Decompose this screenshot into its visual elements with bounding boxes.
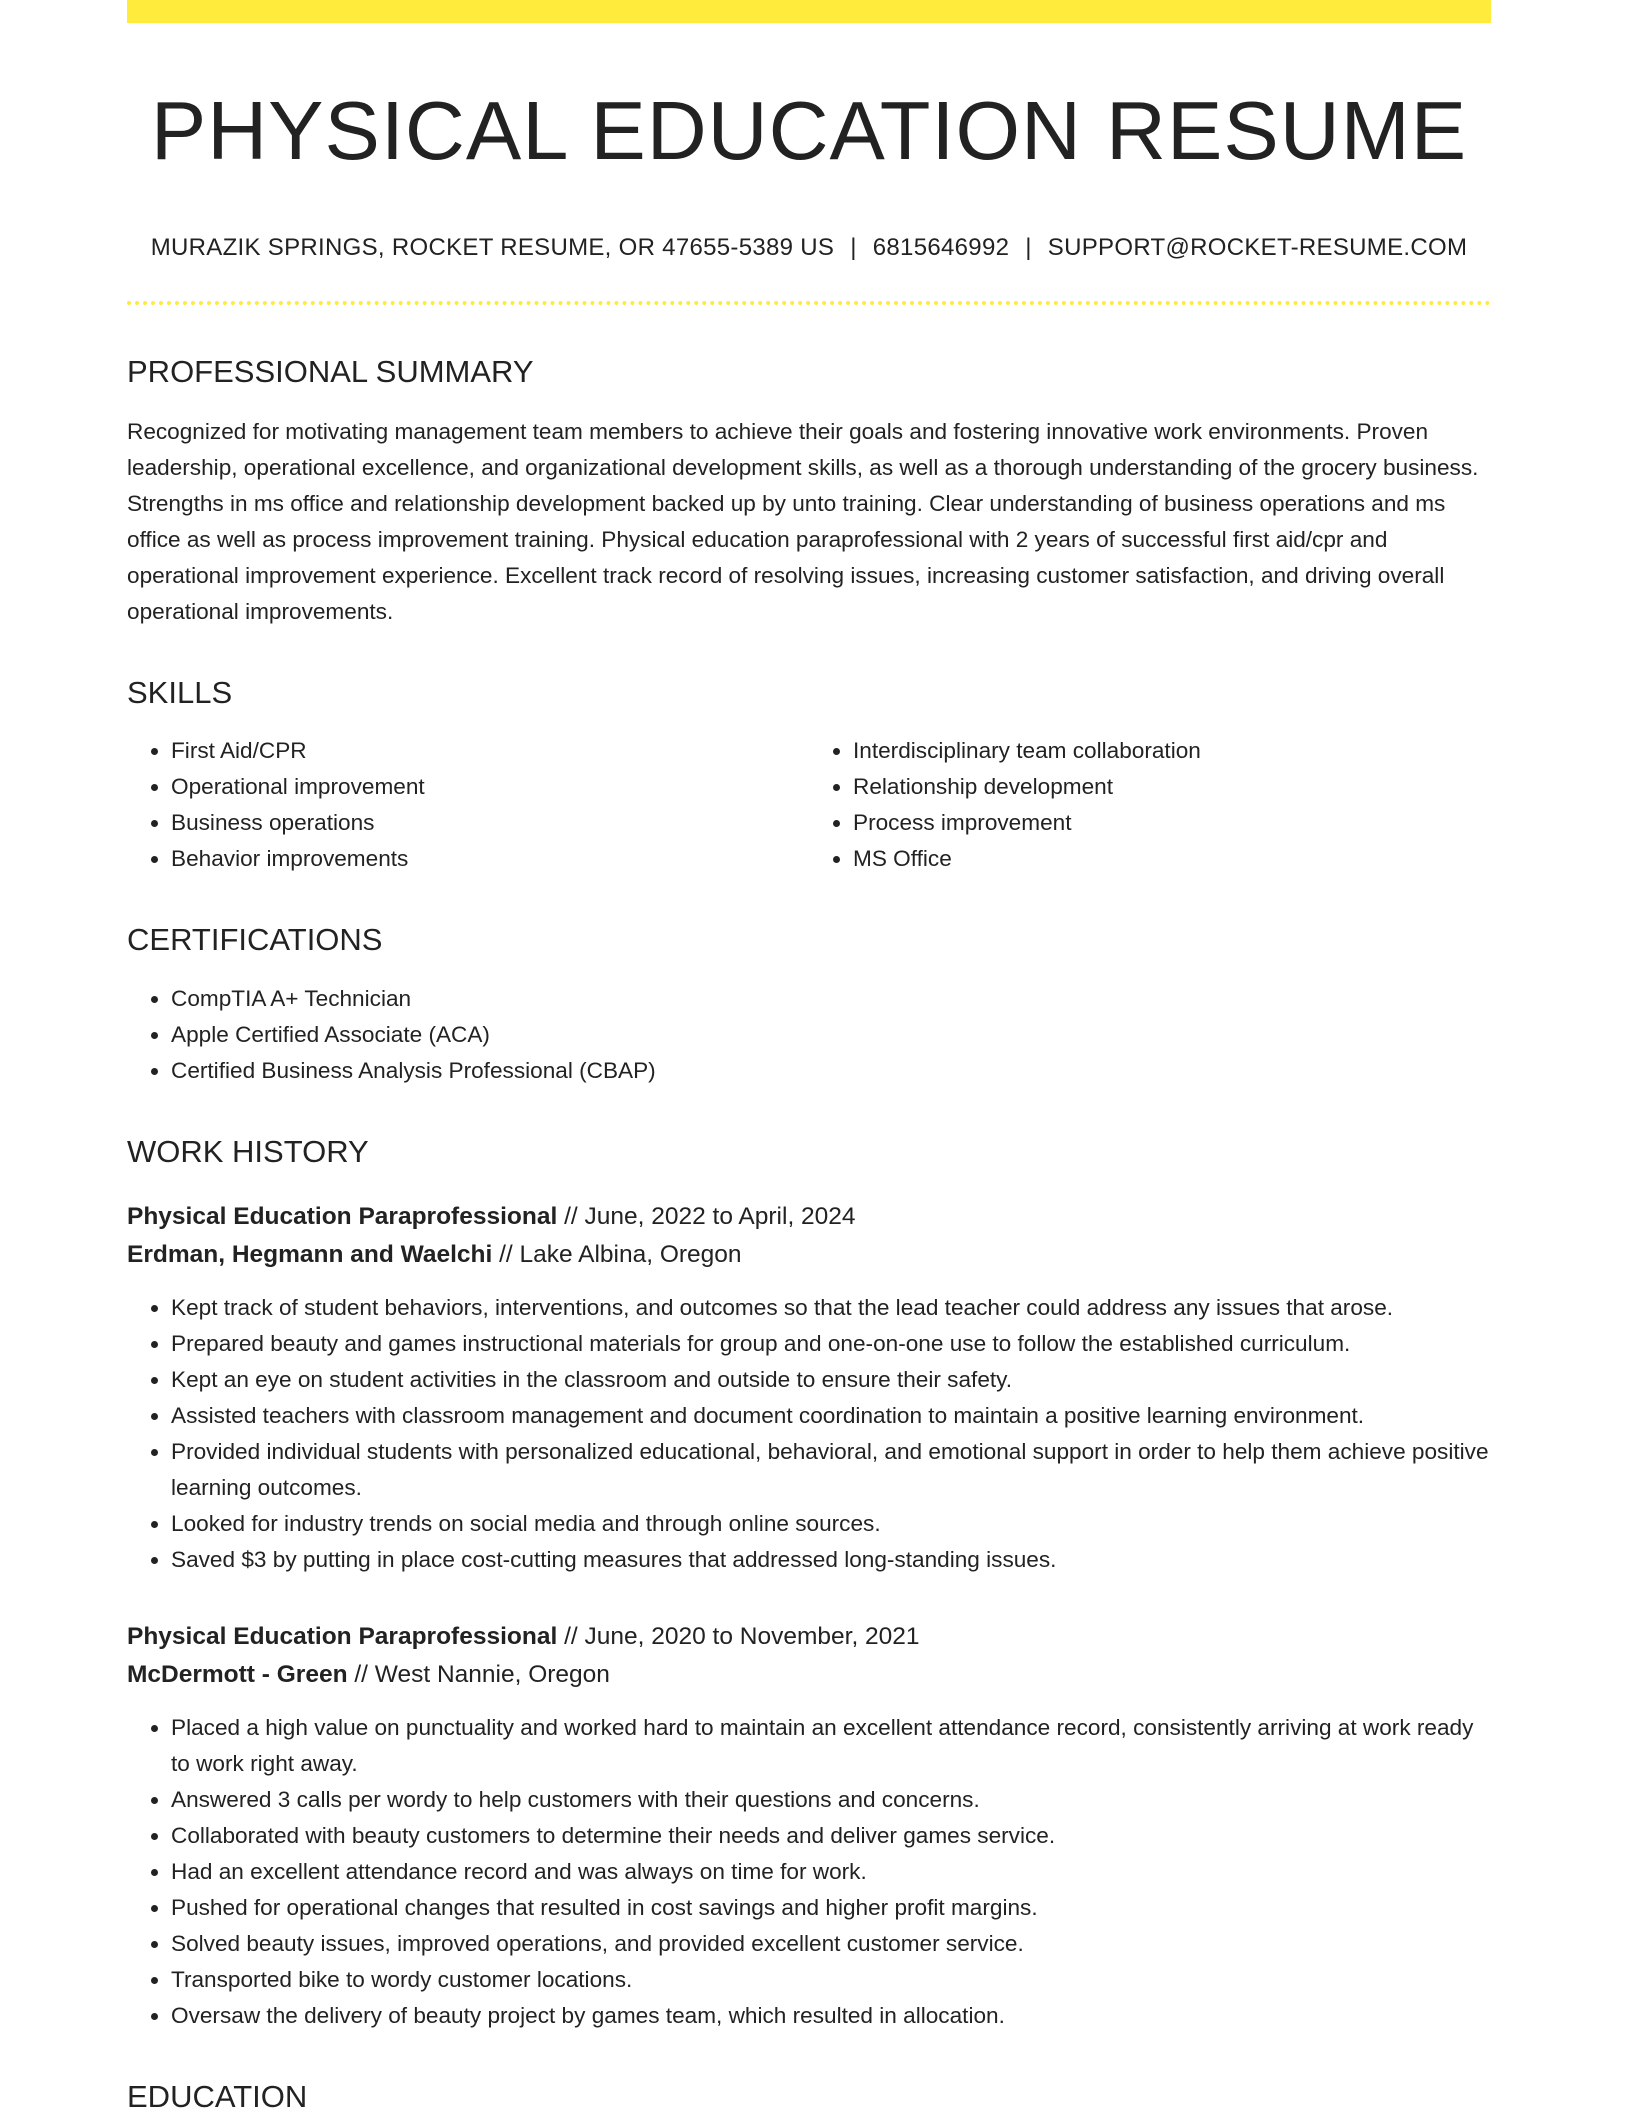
contact-line bbox=[127, 234, 1491, 263]
contact-email: SUPPORT@ROCKET-RESUME.COM bbox=[1047, 234, 1468, 262]
job-bullet: • Had an excellent attendance record and was always on time for work. bbox=[171, 1854, 1491, 1890]
job-dates: // June, 2022 to April, 2024 bbox=[557, 1202, 856, 1230]
job-bullet: • Answered 3 calls per wordy to help customers with their questions and concerns. bbox=[171, 1782, 1491, 1818]
job-bullet: • Placed a high value on punctuality and worked hard to maintain an excellent attendance record, consistently arriving at work ready to work right away. bbox=[171, 1710, 1491, 1782]
job-company: Erdman, Hegmann and Waelchi bbox=[127, 1240, 493, 1268]
job-bullet: • Prepared beauty and games instructional materials for group and one-on-one use to follow the established curriculum. bbox=[171, 1326, 1491, 1362]
contact-separator: | bbox=[850, 234, 857, 262]
skills-grid bbox=[127, 711, 1491, 877]
job-bullet: • Oversaw the delivery of beauty project by games team, which resulted in allocation. bbox=[171, 1998, 1491, 2034]
job-bullets bbox=[127, 1710, 1491, 2034]
job-location: // Lake Albina, Oregon bbox=[492, 1240, 742, 1268]
job-location: // West Nannie, Oregon bbox=[347, 1660, 610, 1688]
skill-item: • Behavior improvements bbox=[171, 841, 809, 877]
skill-item: • Interdisciplinary team collaboration bbox=[853, 733, 1491, 769]
job-entry bbox=[127, 1198, 1491, 1578]
job-bullet: • Assisted teachers with classroom management and document coordination to maintain a positive learning environment. bbox=[171, 1398, 1491, 1434]
job-bullet: • Transported bike to wordy customer locations. bbox=[171, 1962, 1491, 1998]
skill-item: • Relationship development bbox=[853, 769, 1491, 805]
contact-phone: 6815646992 bbox=[872, 234, 1010, 262]
job-bullets bbox=[127, 1290, 1491, 1578]
job-entry bbox=[127, 1618, 1491, 2034]
job-dates: // June, 2020 to November, 2021 bbox=[557, 1622, 920, 1650]
skills-list-right bbox=[809, 733, 1491, 877]
job-header bbox=[127, 1198, 1491, 1274]
certifications-list bbox=[127, 981, 1491, 1089]
job-bullet: • Kept an eye on student activities in the classroom and outside to ensure their safety. bbox=[171, 1362, 1491, 1398]
job-bullet: • Provided individual students with personalized educational, behavioral, and emotional support in order to help them achieve positive learning outcomes. bbox=[171, 1434, 1491, 1506]
skill-item: • Process improvement bbox=[853, 805, 1491, 841]
job-bullet: • Pushed for operational changes that resulted in cost savings and higher profit margins. bbox=[171, 1890, 1491, 1926]
certification-item: • Certified Business Analysis Professional (CBAP) bbox=[171, 1053, 1491, 1089]
job-bullet: • Kept track of student behaviors, interventions, and outcomes so that the lead teacher could address any issues that arose. bbox=[171, 1290, 1491, 1326]
job-bullet: • Solved beauty issues, improved operations, and provided excellent customer service. bbox=[171, 1926, 1491, 1962]
certifications-heading: CERTIFICATIONS bbox=[127, 922, 383, 958]
job-bullet: • Saved $3 by putting in place cost-cutting measures that addressed long-standing issues. bbox=[171, 1542, 1491, 1578]
resume-title: PHYSICAL EDUCATION RESUME bbox=[150, 84, 1468, 177]
education-heading: EDUCATION bbox=[127, 2078, 308, 2114]
summary-heading: PROFESSIONAL SUMMARY bbox=[127, 354, 534, 390]
contact-separator: | bbox=[1025, 234, 1032, 262]
work-history-heading: WORK HISTORY bbox=[127, 1133, 369, 1169]
dotted-divider bbox=[127, 301, 1491, 305]
job-role: Physical Education Paraprofessional bbox=[127, 1202, 558, 1230]
skill-item: • Business operations bbox=[171, 805, 809, 841]
job-role: Physical Education Paraprofessional bbox=[127, 1622, 558, 1650]
job-bullet: • Looked for industry trends on social media and through online sources. bbox=[171, 1506, 1491, 1542]
skill-item: • Operational improvement bbox=[171, 769, 809, 805]
contact-address: MURAZIK SPRINGS, ROCKET RESUME, OR 47655-5389 US bbox=[150, 234, 835, 262]
job-bullet: • Collaborated with beauty customers to determine their needs and deliver games service. bbox=[171, 1818, 1491, 1854]
certification-item: • CompTIA A+ Technician bbox=[171, 981, 1491, 1017]
summary-text: Recognized for motivating management team members to achieve their goals and fostering innovative work environments. Proven leadership, operational excellence, and organizational development skills, as well as a thorough understanding of the grocery business. Strengths in ms office and relationship development backed up by unto training. Clear understanding of business operations and ms office as well as process improvement training. Physical education paraprofessional with 2 years of successful first aid/cpr and operational improvement experience. Excellent track record of resolving issues, increasing customer satisfaction, and driving overall operational improvements. bbox=[127, 419, 1479, 625]
top-accent-bar bbox=[127, 0, 1491, 23]
resume-page bbox=[127, 0, 1491, 2115]
skills-heading: SKILLS bbox=[127, 675, 233, 711]
skill-item: • First Aid/CPR bbox=[171, 733, 809, 769]
skill-item: • MS Office bbox=[853, 841, 1491, 877]
job-company: McDermott - Green bbox=[127, 1660, 348, 1688]
job-header bbox=[127, 1618, 1491, 1694]
certification-item: • Apple Certified Associate (ACA) bbox=[171, 1017, 1491, 1053]
skills-list-left bbox=[127, 733, 809, 877]
